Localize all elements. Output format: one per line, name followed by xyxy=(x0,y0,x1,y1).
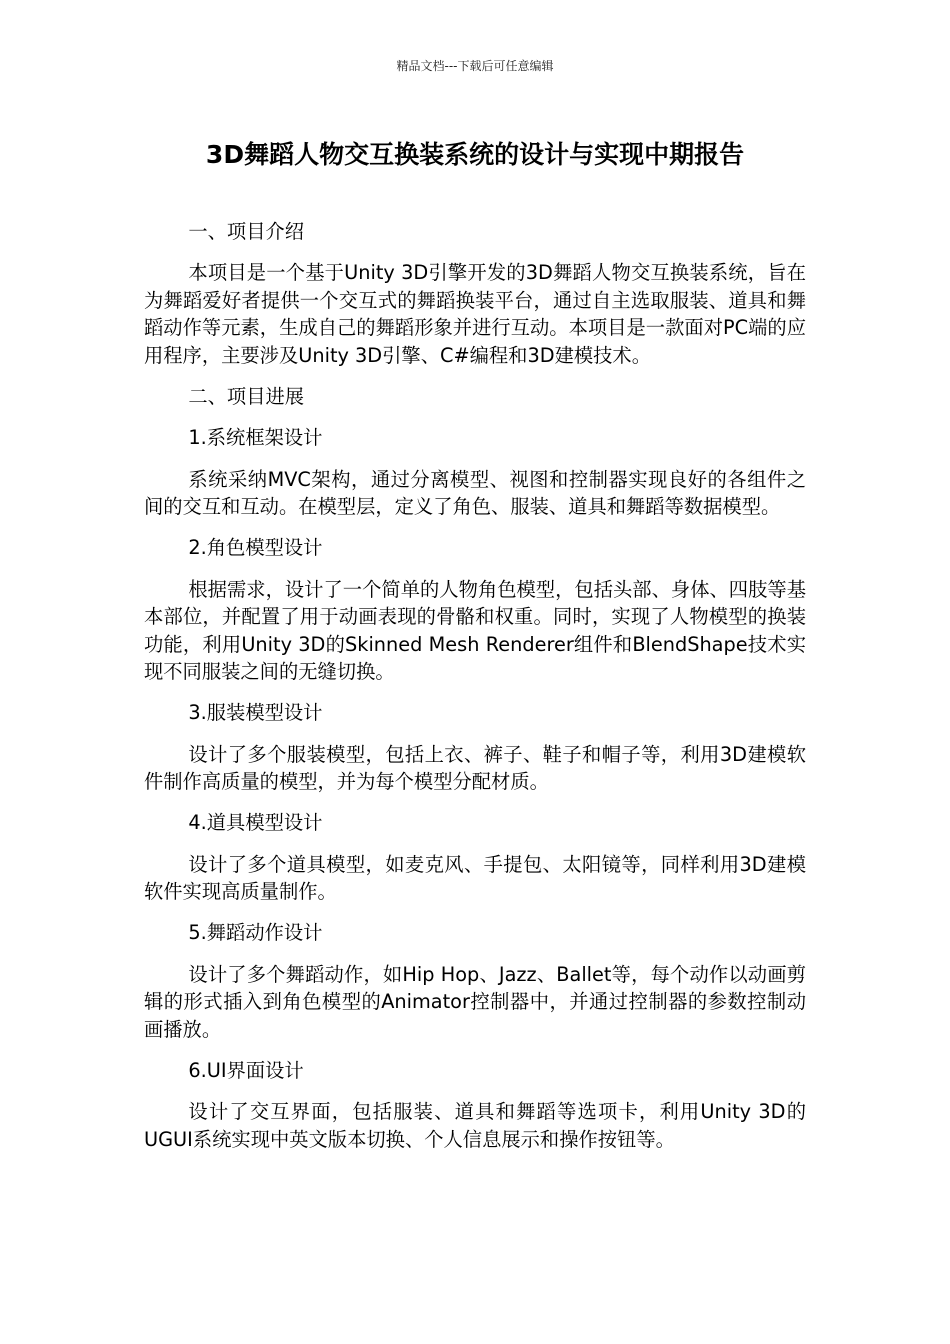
subheading-character-model: 2.角色模型设计 xyxy=(188,536,323,560)
paragraph-clothing-model: 设计了多个服装模型，包括上衣、裤子、鞋子和帽子等，利用3D建模软件制作高质量的模型，并为每个模型分配材质。 xyxy=(144,742,806,794)
paragraph-character-model: 根据需求，设计了一个简单的人物角色模型，包括头部、身体、四肢等基本部位，并配置了用于动画表现的骨骼和权重。同时，实现了人物模型的换装功能，利用Unity 3D的Skinned Mesh Renderer组件和BlendShape技术实现不同服装之间的无缝切换。 xyxy=(144,577,806,684)
paragraph-intro: 本项目是一个基于Unity 3D引擎开发的3D舞蹈人物交互换装系统，旨在为舞蹈爱好者提供一个交互式的舞蹈换装平台，通过自主选取服装、道具和舞蹈动作等元素，生成自己的舞蹈形象并进行互动。本项目是一款面对PC端的应用程序，主要涉及Unity 3D引擎、C#编程和3D建模技术。 xyxy=(144,261,806,367)
paragraph-prop-model: 设计了多个道具模型，如麦克风、手提包、太阳镜等，同样利用3D建模软件实现高质量制作。 xyxy=(144,852,806,904)
section-heading-intro: 一、项目介绍 xyxy=(188,220,305,243)
paragraph-ui-design: 设计了交互界面，包括服装、道具和舞蹈等选项卡，利用Unity 3D的UGUI系统实现中英文版本切换、个人信息展示和操作按钮等。 xyxy=(144,1100,806,1151)
subheading-dance-motion: 5.舞蹈动作设计 xyxy=(188,921,323,945)
document-title: 3D舞蹈人物交互换装系统的设计与实现中期报告 xyxy=(205,140,745,169)
header-watermark: 精品文档---下载后可任意编辑 xyxy=(396,59,554,73)
subheading-prop-model: 4.道具模型设计 xyxy=(188,811,323,835)
paragraph-framework: 系统采纳MVC架构，通过分离模型、视图和控制器实现良好的各组件之间的交互和互动。在模型层，定义了角色、服装、道具和舞蹈等数据模型。 xyxy=(144,467,806,519)
paragraph-dance-motion: 设计了多个舞蹈动作，如Hip Hop、Jazz、Ballet等，每个动作以动画剪辑的形式插入到角色模型的Animator控制器中，并通过控制器的参数控制动画播放。 xyxy=(144,962,806,1041)
subheading-clothing-model: 3.服装模型设计 xyxy=(188,701,323,725)
subheading-framework: 1.系统框架设计 xyxy=(188,426,323,450)
section-heading-progress: 二、项目进展 xyxy=(188,385,305,409)
subheading-ui-design: 6.UI界面设计 xyxy=(188,1058,304,1082)
document-body xyxy=(144,218,806,1167)
